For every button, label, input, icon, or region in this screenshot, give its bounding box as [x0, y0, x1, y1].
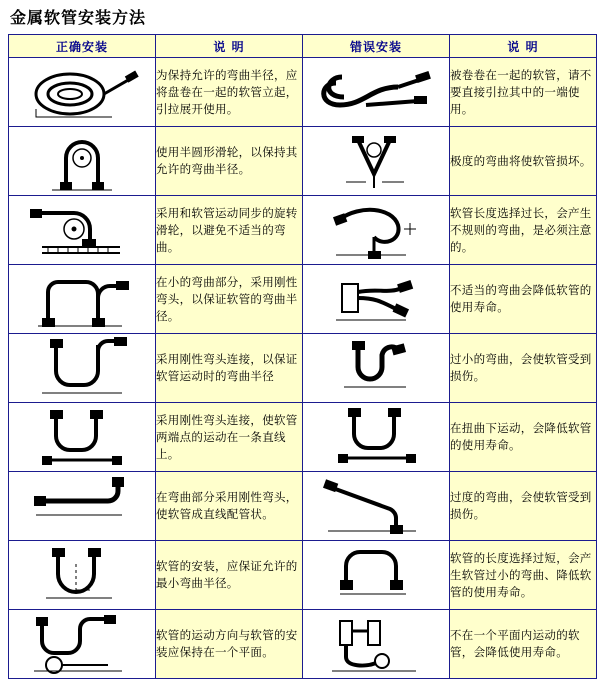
figure-rigid-elbow-straight-line-motion [9, 403, 156, 472]
figure-rotating-pulley-synchronized [9, 196, 156, 265]
figure-semicircular-pulley-bend [9, 127, 156, 196]
figure-excessive-bend-damage [303, 472, 450, 541]
sharp-bend-icon [306, 130, 446, 192]
table-row [9, 196, 597, 265]
out-of-plane-icon [306, 613, 446, 675]
figure-minimum-bend-radius-install [9, 541, 156, 610]
description-wrong: 软管的长度选择过短，会产生软管过小的弯曲、降低软管的使用寿命。 [450, 541, 597, 610]
header-wrong-install: 错误安装 [303, 35, 450, 58]
figure-too-short-length-small-bend [303, 541, 450, 610]
installation-methods-table [8, 34, 597, 679]
table-row [9, 265, 597, 334]
header-correct-install: 正确安装 [9, 35, 156, 58]
table-row [9, 610, 597, 679]
figure-too-small-bend-radius [303, 334, 450, 403]
coiled-hose-wrong-icon [306, 61, 446, 123]
description-wrong: 过小的弯曲，会使软管受到损伤。 [450, 334, 597, 403]
description-correct: 采用刚性弯头连接，使软管两端点的运动在一条直线上。 [156, 403, 303, 472]
table-row [9, 58, 597, 127]
figure-rigid-elbow-straight-pipe-layout [9, 472, 156, 541]
header-wrong-description: 说 明 [450, 35, 597, 58]
plane-aligned-icon [12, 613, 152, 675]
pulley-bend-icon [12, 130, 152, 192]
description-correct: 软管的安装，应保证允许的最小弯曲半径。 [156, 541, 303, 610]
table-row [9, 541, 597, 610]
description-wrong: 极度的弯曲将使软管损坏。 [450, 127, 597, 196]
elbow-motion-icon [12, 337, 152, 399]
rotating-pulley-icon [12, 199, 152, 261]
description-wrong: 不适当的弯曲会降低软管的使用寿命。 [450, 265, 597, 334]
description-correct: 软管的运动方向与软管的安装应保持在一个平面。 [156, 610, 303, 679]
description-wrong: 不在一个平面内运动的软管，会降低使用寿命。 [450, 610, 597, 679]
table-row [9, 472, 597, 541]
description-wrong: 软管长度选择过长，会产生不规则的弯曲，是必须注意的。 [450, 196, 597, 265]
short-length-icon [306, 544, 446, 606]
header-correct-description: 说 明 [156, 35, 303, 58]
page-title: 金属软管安装方法 [10, 8, 147, 27]
figure-improper-tight-bend [303, 265, 450, 334]
description-correct: 在弯曲部分采用刚性弯头，使软管成直线配管状。 [156, 472, 303, 541]
torsion-icon [306, 406, 446, 468]
table-header-row [9, 35, 597, 58]
straight-line-motion-icon [12, 406, 152, 468]
excessive-bend-icon [306, 475, 446, 537]
figure-coiled-hose-stand-upright [9, 58, 156, 127]
small-radius-icon [306, 337, 446, 399]
coiled-hose-icon [12, 61, 152, 123]
figure-rigid-elbow-motion-radius [9, 334, 156, 403]
figure-rigid-elbow-small-bend [9, 265, 156, 334]
figure-excess-length-irregular-bend [303, 196, 450, 265]
figure-torsional-motion-bend [303, 403, 450, 472]
description-wrong: 在扭曲下运动，会降低软管的使用寿命。 [450, 403, 597, 472]
figure-coiled-hose-pulled-from-middle [303, 58, 450, 127]
table-row [9, 334, 597, 403]
description-correct: 在小的弯曲部分，采用刚性弯头，以保证软管的弯曲半径。 [156, 265, 303, 334]
straight-pipe-icon [12, 475, 152, 537]
description-wrong: 被卷卷在一起的软管，请不要直接引拉其中的一端使用。 [450, 58, 597, 127]
figure-out-of-plane-motion [303, 610, 450, 679]
description-wrong: 过度的弯曲，会使软管受到损伤。 [450, 472, 597, 541]
description-correct: 采用和软管运动同步的旋转滑轮，以避免不适当的弯曲。 [156, 196, 303, 265]
table-row [9, 403, 597, 472]
table-row [9, 127, 597, 196]
tight-bend-icon [306, 268, 446, 330]
excess-length-icon [306, 199, 446, 261]
description-correct: 采用刚性弯头连接，以保证软管运动时的弯曲半径 [156, 334, 303, 403]
description-correct: 使用半圆形滑轮，以保持其允许的弯曲半径。 [156, 127, 303, 196]
figure-sharp-v-bend-over-pulley [303, 127, 450, 196]
description-correct: 为保持允许的弯曲半径，应将盘卷在一起的软管立起，引拉展开使用。 [156, 58, 303, 127]
figure-motion-plane-aligned-install [9, 610, 156, 679]
rigid-elbow-icon [12, 268, 152, 330]
min-bend-radius-icon [12, 544, 152, 606]
